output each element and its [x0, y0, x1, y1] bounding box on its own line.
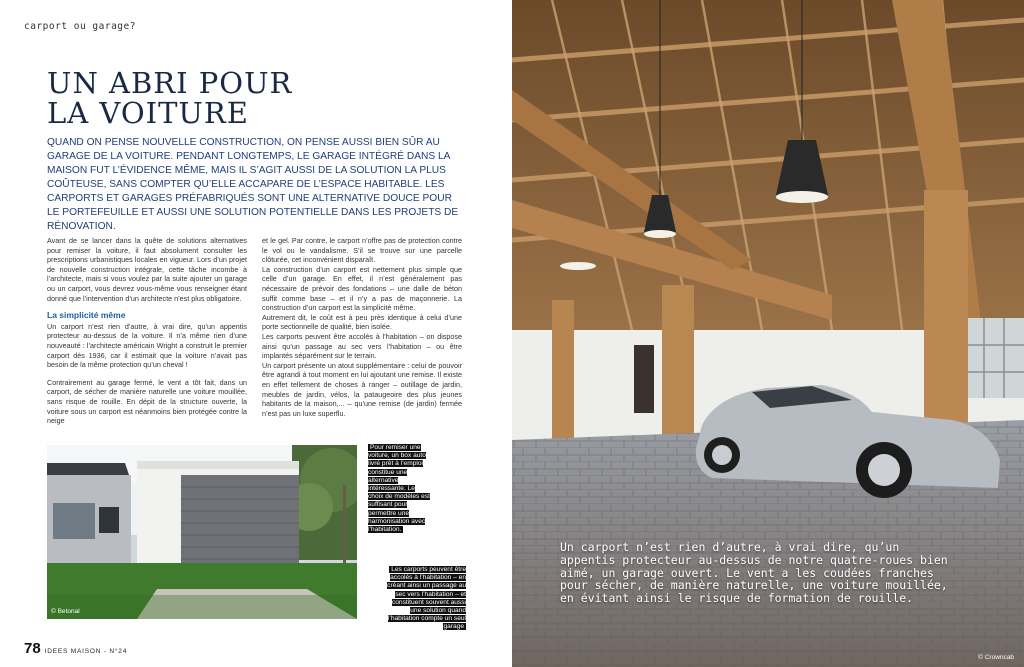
- section-tag: carport ou garage?: [24, 21, 136, 32]
- body-column-2: [262, 236, 462, 418]
- photo-caption: [368, 444, 432, 534]
- caption-text: Pour remiser une voiture, un box auto livré prêt à l’emploi constitue une alternative intéressante. Le choix de modèles est suffisant pour permettre une harmonisation avec l’habitation.: [368, 444, 430, 534]
- body-paragraph: Autrement dit, le coût est à peu près identique à celui d’une porte sectionnelle de qualité, bien isolée.: [262, 312, 462, 332]
- page-number: 78: [24, 640, 41, 657]
- headline: [47, 68, 292, 128]
- body-paragraph: Un carport présente un atout supplémentaire : celui de pouvoir être agrandi à tout moment en lui ajoutant une remise. Il existe en effet tellement de choses à ranger – outillage de jardin, meubles de jardin, vélos, la pataugeoire des plus jeunes habitants de la maison,... – qu’une remise (de jardin) fermée n’est pas un luxe superflu.: [262, 360, 462, 418]
- pull-quote: Un carport n’est rien d’autre, à vrai dire, qu’un appentis protecteur au-dessus de notre quatre-roues bien aimé, un garage ouvert. Le vent a les coudées franches pour sécher, de manière naturelle, une voiture mouillée, en évitant ainsi le risque de formation de rouille.: [560, 540, 948, 606]
- folio: [24, 640, 127, 657]
- photo-credit: © Crowncab: [978, 654, 1014, 661]
- magazine-name: IDEES MAISON - N°24: [44, 648, 128, 655]
- headline-line-2: LA VOITURE: [47, 96, 249, 130]
- body-paragraph: et le gel. Par contre, le carport n’offre pas de protection contre le vol ou le vandalisme. S’il se trouve sur une parcelle clôturée, cet inconvénient disparaît.: [262, 236, 462, 265]
- body-paragraph: Un carport n’est rien d’autre, à vrai dire, qu’un appentis protecteur au-dessus de la voiture. Il n’a même rien d’une nouveauté : l’architecte américain Wright a construit le premier carport dès 1936, car il estimait que la voiture n’avait pas besoin de la même protection qu’un cheval !: [47, 321, 247, 370]
- garage-illustration: [47, 445, 357, 619]
- right-page: [512, 0, 1024, 667]
- body-paragraph: Avant de se lancer dans la quête de solutions alternatives pour remiser la voiture, il faut absolument consulter les prescriptions urbanistiques locales en vigueur. Lors d’un projet de nouvelle construction intégrale, cette tâche incombe à l’architecte, mais si vous voulez par la suite ajouter un garage ou un carport, vous devrez vous-même vous renseigner étant donné que l’intervention d’un architecte n’est plus obligatoire.: [47, 236, 247, 303]
- photo-caption: [382, 566, 466, 632]
- subhead: La simplicité même: [47, 310, 126, 321]
- body-column-1: [47, 236, 247, 426]
- headline-line-1: UN ABRI POUR: [47, 66, 293, 100]
- caption-text: Les carports peuvent être accolés à l’habitation – en créant ainsi un passage au sec vers l’habitation – et constituent souvent aussi une solution quand l’habitation compte un seul garage: [387, 566, 466, 631]
- body-paragraph: Les carports peuvent être accolés à l’habitation – on dispose ainsi qu’un passage au sec vers l’habitation – ou être implantés séparément sur le terrain.: [262, 331, 462, 361]
- body-paragraph: La construction d’un carport est nettement plus simple que celle d’un garage. En effet, il n’est généralement pas nécessaire de prévoir des fondations – une dalle de béton suffit comme base – et il n’y a pas de maçonnerie. La construction d’un carport est la simplicité même.: [262, 264, 462, 313]
- garage-photo: [47, 445, 357, 619]
- body-paragraph: Contrairement au garage fermé, le vent a tôt fait, dans un carport, de sécher de manière naturelle une voiture mouillée, sans risque de rouille. En dépit de la structure ouverte, la voiture sous un carport est néanmoins bien protégée contre la neige: [47, 377, 247, 426]
- photo-credit: © Betonal: [51, 608, 80, 615]
- lede: QUAND ON PENSE NOUVELLE CONSTRUCTION, ON PENSE AUSSI BIEN SÛR AU GARAGE DE LA VOITURE. PENDANT LONGTEMPS, LE GARAGE INTÉGRÉ DANS LA MAISON FUT L’ÉVIDENCE MÊME, MAIS IL S’AGIT AUSSI DE LA SOLUTION LA PLUS COÛTEUSE, SANS COMPTER QU’ELLE ACCAPARE DE L’ESPACE HABITABLE. LES CARPORTS ET GARAGES PRÉFABRIQUÉS SONT UNE ALTERNATIVE DOUCE POUR LE PORTEFEUILLE ET AUSSI UNE SOLUTION POTENTIELLE DANS LES PROJETS DE RÉNOVATION.: [47, 137, 459, 232]
